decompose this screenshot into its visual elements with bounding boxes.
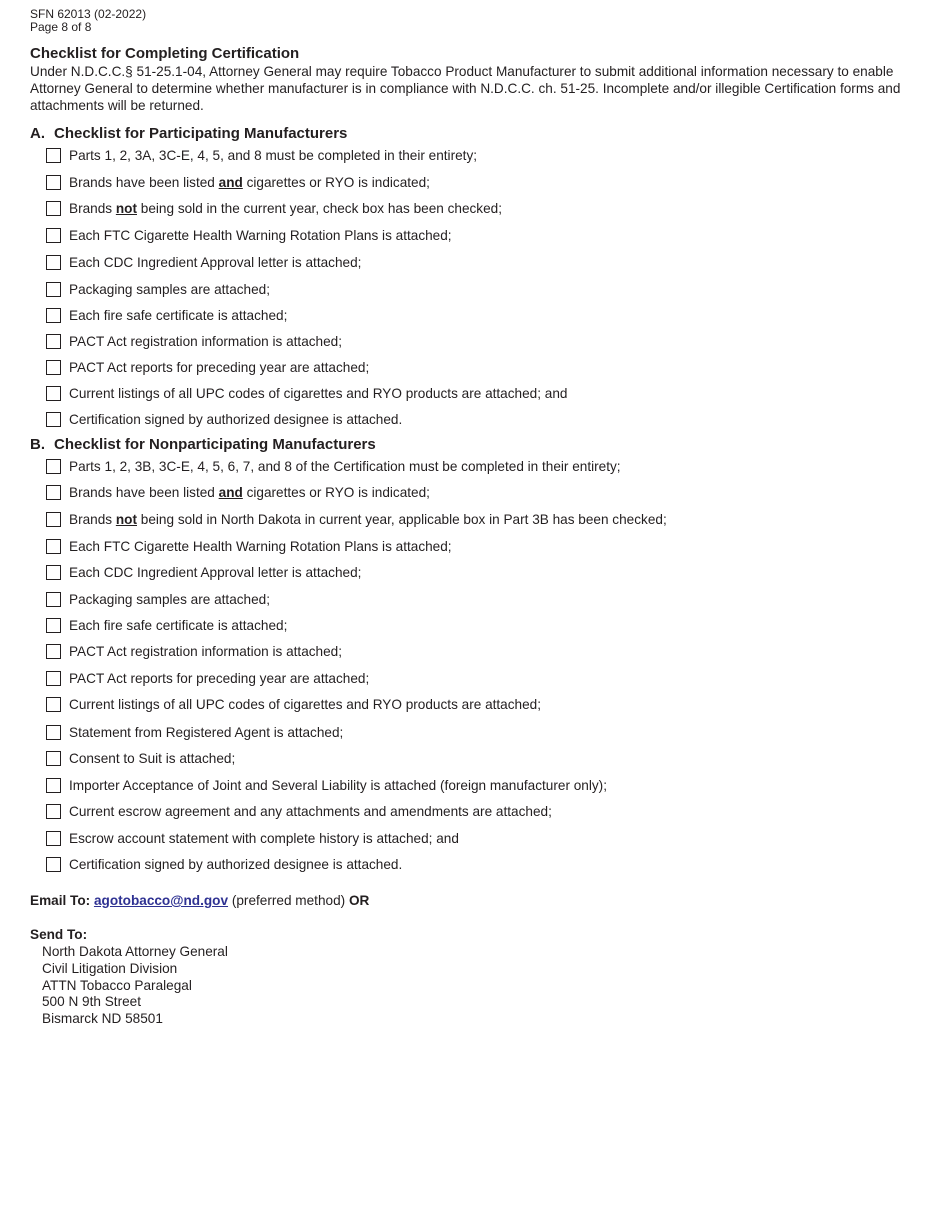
label-text: Brands (69, 511, 116, 527)
email-or: OR (348, 893, 370, 908)
label-text: Brands have been listed (69, 484, 219, 500)
checklist-item-label: Parts 1, 2, 3B, 3C-E, 4, 5, 6, 7, and 8 of the Certification must be completed in their entirety; (69, 458, 621, 474)
checklist-item (46, 748, 235, 768)
checkbox[interactable] (46, 778, 61, 793)
checklist-item-label (69, 512, 667, 527)
label-emphasis: not (115, 511, 137, 527)
checkbox[interactable] (46, 360, 61, 375)
checklist-item (46, 305, 287, 325)
checklist-item (46, 615, 287, 635)
checkbox[interactable] (46, 671, 61, 686)
checkbox[interactable] (46, 725, 61, 740)
checklist-item-label: Current escrow agreement and any attachments and amendments are attached; (69, 803, 552, 819)
checklist-item-label: Parts 1, 2, 3A, 3C-E, 4, 5, and 8 must be completed in their entirety; (69, 147, 478, 163)
label-text: cigarettes or RYO is indicated; (242, 484, 430, 500)
checklist-item (46, 775, 607, 795)
label-emphasis: and (218, 484, 243, 500)
checklist-item (46, 172, 430, 192)
checkbox[interactable] (46, 857, 61, 872)
section-b-letter: B. (30, 436, 45, 453)
label-text: Brands have been listed (69, 174, 219, 190)
checklist-item (46, 279, 270, 299)
checklist-item-label: Each CDC Ingredient Approval letter is attached; (69, 254, 362, 270)
checklist-item-label: PACT Act reports for preceding year are attached; (69, 359, 370, 375)
checkbox[interactable] (46, 175, 61, 190)
send-to-label: Send To: (30, 927, 88, 942)
checklist-item-label: Current listings of all UPC codes of cigarettes and RYO products are attached; (69, 696, 541, 712)
checklist-item (46, 694, 541, 714)
checklist-item (46, 357, 369, 377)
checkbox[interactable] (46, 282, 61, 297)
page-title: Checklist for Completing Certification (30, 45, 300, 62)
label-emphasis: and (218, 174, 243, 190)
checkbox[interactable] (46, 592, 61, 607)
checkbox[interactable] (46, 412, 61, 427)
checklist-item (46, 198, 502, 218)
checklist-item-label: Each FTC Cigarette Health Warning Rotation Plans is attached; (69, 538, 452, 554)
checkbox[interactable] (46, 539, 61, 554)
checklist-item (46, 641, 342, 661)
checklist-item (46, 252, 361, 272)
mailing-address (42, 944, 228, 1028)
form-number: SFN 62013 (02-2022) (30, 7, 147, 21)
checklist-item (46, 331, 342, 351)
address-line: ATTN Tobacco Paralegal (42, 977, 192, 993)
checklist-item-label: Current listings of all UPC codes of cigarettes and RYO products are attached; and (69, 385, 568, 401)
checklist-item (46, 536, 452, 556)
checkbox[interactable] (46, 512, 61, 527)
checkbox[interactable] (46, 148, 61, 163)
checklist-item-label: Packaging samples are attached; (69, 281, 271, 297)
checklist-item-label: Each FTC Cigarette Health Warning Rotation Plans is attached; (69, 227, 452, 243)
label-text: being sold in the current year, check box has been checked; (137, 200, 502, 216)
section-a-title: Checklist for Participating Manufacturers (54, 125, 348, 142)
page-number: Page 8 of 8 (30, 20, 92, 34)
checklist-item-label: PACT Act registration information is attached; (69, 643, 343, 659)
section-b-heading (30, 436, 376, 453)
checklist-item (46, 828, 459, 848)
email-note: (preferred method) (228, 893, 349, 908)
checklist-item (46, 589, 270, 609)
checklist-item-label: Certification signed by authorized designee is attached. (69, 856, 403, 872)
email-link[interactable]: agotobacco@nd.gov (93, 893, 229, 908)
email-label: Email To: (30, 893, 91, 908)
label-text: Brands (69, 200, 116, 216)
checklist-item-label (69, 175, 430, 190)
checklist-item-label: PACT Act registration information is attached; (69, 333, 343, 349)
checklist-item (46, 383, 567, 403)
checkbox[interactable] (46, 459, 61, 474)
address-line: North Dakota Attorney General (42, 944, 228, 959)
checkbox[interactable] (46, 485, 61, 500)
checkbox[interactable] (46, 697, 61, 712)
checklist-item-label: Each fire safe certificate is attached; (69, 617, 288, 633)
checklist-item-label: Statement from Registered Agent is attached; (69, 724, 344, 740)
checklist-item-label: Importer Acceptance of Joint and Several Liability is attached (foreign manufacturer only); (69, 777, 607, 793)
address-line: 500 N 9th Street (42, 994, 141, 1010)
checkbox[interactable] (46, 386, 61, 401)
checkbox[interactable] (46, 618, 61, 633)
checklist-item-label: PACT Act reports for preceding year are attached; (69, 670, 370, 686)
checklist-item (46, 482, 430, 502)
checklist-item (46, 722, 343, 742)
intro-paragraph: Under N.D.C.C.§ 51-25.1-04, Attorney General may require Tobacco Product Manufacturer to submit additional information necessary to enable Attorney General to determine whether manufacturer is in compliance with N.D.C.C. ch. 51-25. Incomplete and/or illegible Certification forms and attachments will be returned. (30, 64, 901, 113)
label-emphasis: not (115, 200, 137, 216)
form-header (30, 8, 146, 34)
checklist-item (46, 562, 361, 582)
checklist-item (46, 456, 621, 476)
address-line: Civil Litigation Division (42, 960, 178, 976)
checklist-item (46, 225, 452, 245)
checkbox[interactable] (46, 644, 61, 659)
checklist-item (46, 801, 552, 821)
section-a-heading (30, 125, 347, 142)
label-text: being sold in North Dakota in current year, applicable box in Part 3B has been checked; (137, 511, 667, 527)
section-a-letter: A. (30, 125, 45, 142)
checklist-item (46, 854, 402, 874)
checklist-item-label: Each fire safe certificate is attached; (69, 307, 288, 323)
checklist-item (46, 509, 667, 529)
checklist-item-label (69, 485, 430, 500)
checkbox[interactable] (46, 751, 61, 766)
checkbox[interactable] (46, 201, 61, 216)
address-line: Bismarck ND 58501 (42, 1011, 163, 1027)
checklist-item-label: Certification signed by authorized designee is attached. (69, 411, 403, 427)
checklist-item-label: Each CDC Ingredient Approval letter is attached; (69, 564, 362, 580)
checklist-item-label: Packaging samples are attached; (69, 591, 271, 607)
checkbox[interactable] (46, 255, 61, 270)
checkbox[interactable] (46, 831, 61, 846)
checkbox[interactable] (46, 334, 61, 349)
email-instruction (30, 893, 369, 908)
checklist-item (46, 668, 369, 688)
checkbox[interactable] (46, 804, 61, 819)
checklist-item-label: Consent to Suit is attached; (69, 750, 236, 766)
checkbox[interactable] (46, 308, 61, 323)
checklist-item-label: Escrow account statement with complete history is attached; and (69, 830, 459, 846)
checkbox[interactable] (46, 565, 61, 580)
checkbox[interactable] (46, 228, 61, 243)
label-text: cigarettes or RYO is indicated; (242, 174, 430, 190)
checklist-item (46, 145, 477, 165)
section-b-title: Checklist for Nonparticipating Manufacturers (54, 436, 376, 453)
checklist-item (46, 409, 402, 429)
checklist-item-label (69, 201, 502, 216)
